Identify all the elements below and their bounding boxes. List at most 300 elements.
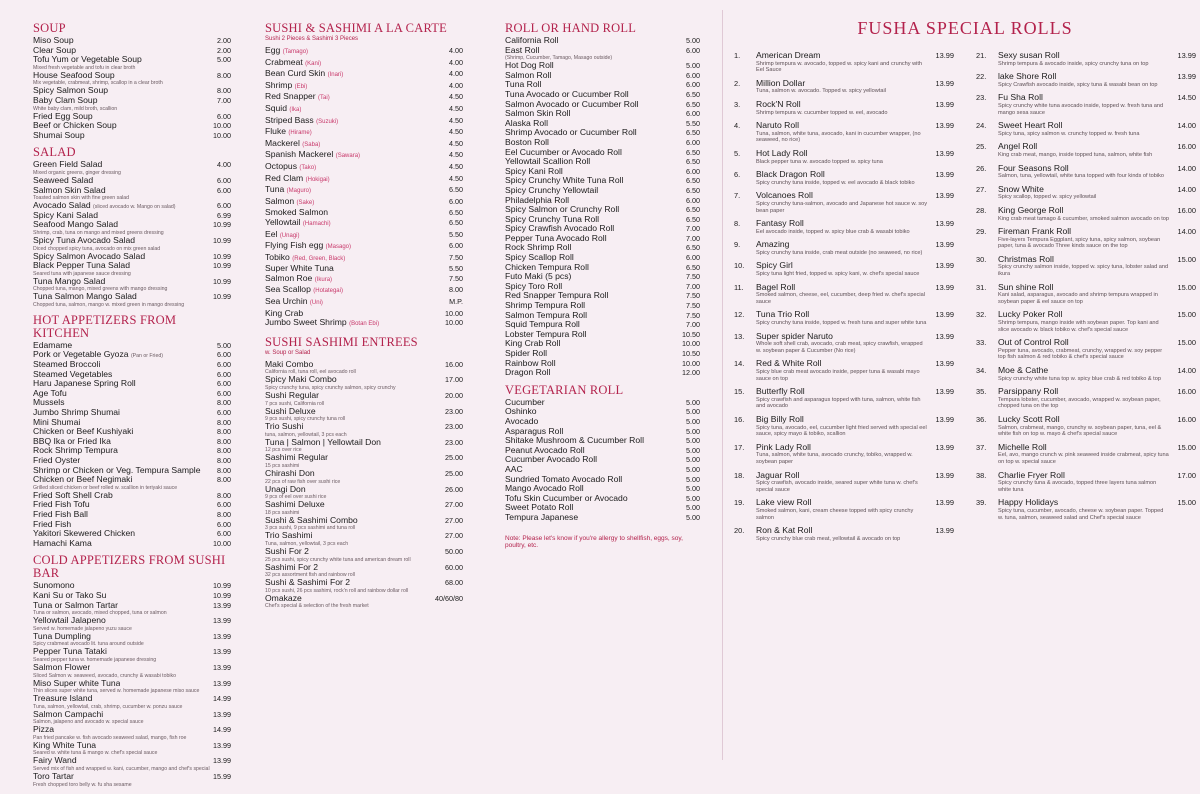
- item-japanese-name: (Tai): [318, 95, 330, 102]
- special-roll-number: 30.: [976, 254, 987, 264]
- menu-item: [33, 350, 231, 360]
- special-roll-price: 13.99: [935, 359, 954, 369]
- special-roll-number: 2.: [734, 78, 741, 88]
- item-price: 5.00: [686, 512, 700, 522]
- item-name: Avocado: [505, 416, 539, 426]
- special-roll-number: 15.: [734, 387, 745, 397]
- item-price: 6.50: [686, 205, 700, 215]
- section-title: ROLL OR HAND ROLL: [505, 21, 637, 35]
- item-name: Sashimi Regular: [265, 453, 329, 463]
- special-roll-name: Tuna Trio Roll: [756, 309, 810, 320]
- item-price: 6.00: [686, 109, 700, 119]
- special-roll-header: [734, 332, 954, 342]
- special-roll-price: 13.99: [935, 331, 954, 341]
- special-roll-description: Spicy crunchy tuna-salmon, avocado and Japanese hot sauce w. soy bean paper: [756, 200, 928, 214]
- item-name: Fried Oyster: [33, 456, 81, 465]
- special-roll-description: Salmon, crabmeat, mango, crunchy w. soybean paper, tuna, eel & white fish on top w. mayo & chef's special sauce: [998, 424, 1162, 438]
- item-name-wrap: [265, 360, 313, 370]
- item-price: 5.50: [449, 264, 463, 274]
- item-price: 6.00: [217, 500, 231, 510]
- menu-item: [33, 252, 231, 262]
- menu-item: [33, 710, 231, 720]
- special-roll-number: 33.: [976, 338, 987, 348]
- item-description: Chopped tuna, mango, mixed greens with mango dressing: [33, 286, 168, 293]
- item-name: Seafood Mango Salad: [33, 220, 119, 230]
- item-price: 6.00: [217, 360, 231, 370]
- item-price: 6.00: [217, 519, 231, 529]
- item-name: Black Pepper Tuna Salad: [33, 261, 130, 271]
- special-roll-number: 22.: [976, 72, 987, 82]
- special-roll-number: 27.: [976, 184, 987, 194]
- special-roll-number: 19.: [734, 498, 745, 508]
- item-japanese-name: (Uni): [309, 300, 323, 307]
- item-name: Shrimp Tempura Roll: [505, 301, 586, 311]
- item-price: 4.50: [449, 150, 463, 160]
- item-name-wrap: [33, 632, 91, 642]
- item-description: Tuna, salmon, yellowtail, 3 pcs each: [265, 540, 349, 547]
- special-roll-number: 8.: [734, 219, 741, 229]
- item-description: Pan fried pancake w. fish avocado seaweed salad, mango, fish roe: [33, 734, 187, 741]
- special-roll-number: 12.: [734, 310, 745, 320]
- item-description: Fresh chopped toro belly w. fu sha sesame: [33, 781, 132, 788]
- item-price: 10.99: [213, 235, 231, 245]
- menu-item: [33, 379, 231, 389]
- item-price: 4.00: [217, 160, 231, 170]
- menu-item: [505, 417, 700, 427]
- item-name: Sea Urchin: [265, 297, 308, 307]
- special-roll: [976, 310, 1196, 333]
- item-name: Sushi For 2: [265, 546, 309, 556]
- menu-item: [505, 446, 700, 456]
- menu-item: [33, 632, 231, 642]
- item-name-wrap: [33, 741, 96, 751]
- item-name-wrap: [33, 398, 65, 408]
- item-name: Steamed Vegetables: [33, 369, 113, 379]
- item-name-wrap: [505, 80, 541, 90]
- item-price: 8.00: [217, 475, 231, 485]
- item-description: Salmon, jalapeno and avocado w. special sauce: [33, 719, 144, 726]
- item-price: 6.50: [686, 243, 700, 253]
- menu-item: [505, 100, 700, 110]
- item-name-wrap: [265, 274, 332, 286]
- special-roll-price: 13.99: [935, 191, 954, 201]
- item-name-wrap: [33, 725, 54, 735]
- item-name: Futo Maki (5 pcs): [505, 272, 572, 282]
- item-name-wrap: [33, 446, 118, 456]
- menu-item: [265, 218, 463, 230]
- menu-item: [505, 282, 700, 292]
- item-name: Yellowtail Jalapeno: [33, 616, 106, 626]
- item-price: 7.00: [686, 320, 700, 330]
- special-roll-header: [734, 526, 954, 536]
- special-roll-header: [976, 185, 1196, 195]
- special-roll-header: [734, 310, 954, 320]
- item-name-wrap: [505, 205, 619, 215]
- special-roll-price: 13.99: [935, 442, 954, 452]
- item-name: Tuna Roll: [505, 80, 542, 90]
- special-roll-description: Spicy crunchy blue crab meat, yellowtail & avocado on top: [756, 535, 901, 542]
- special-roll-header: [976, 72, 1196, 82]
- item-name-wrap: [33, 663, 90, 673]
- item-name-wrap: [33, 520, 71, 530]
- special-roll-price: 13.99: [935, 240, 954, 250]
- item-name: Kani Su or Tako Su: [33, 590, 107, 600]
- item-name: Tofu Yum or Vegetable Soup: [33, 55, 142, 65]
- item-name: Alaska Roll: [505, 118, 548, 128]
- item-price: 6.00: [217, 185, 231, 195]
- item-name: Mackerel: [265, 138, 300, 148]
- item-name-wrap: [505, 330, 587, 340]
- item-price: 60.00: [445, 562, 463, 572]
- item-price: 5.00: [686, 61, 700, 71]
- item-name-wrap: [505, 465, 523, 475]
- item-name-wrap: [33, 581, 75, 591]
- special-roll-header: [976, 121, 1196, 131]
- item-price: 13.99: [213, 600, 231, 610]
- item-name-wrap: [265, 285, 343, 297]
- item-name: Sushi Regular: [265, 391, 319, 401]
- special-roll-description: Five-layers Tempura Eggplant, spicy tuna, spicy salmon, soybean paper, tuna & avocado Three kinds sauce on the top: [998, 236, 1161, 250]
- special-roll-price: 16.00: [1177, 414, 1196, 424]
- item-name-wrap: [33, 772, 74, 782]
- item-price: 6.00: [217, 379, 231, 389]
- menu-item: [505, 301, 700, 311]
- special-roll: [976, 471, 1196, 494]
- item-name-wrap: [265, 139, 320, 151]
- item-name: Red Clam: [265, 173, 304, 183]
- item-name: Dragon Roll: [505, 368, 551, 378]
- item-price: 5.00: [217, 340, 231, 350]
- item-name-wrap: [33, 341, 72, 351]
- menu-item: [33, 475, 231, 485]
- item-price: 8.00: [217, 427, 231, 437]
- item-japanese-name: (Hotategai): [313, 288, 343, 295]
- item-name-wrap: [505, 186, 598, 196]
- menu-item: [33, 112, 231, 122]
- menu-item: [33, 46, 231, 56]
- item-name-wrap: [33, 160, 102, 170]
- item-price: 4.00: [449, 80, 463, 90]
- item-name-wrap: [265, 46, 308, 58]
- item-name: Chicken Tempura Roll: [505, 262, 589, 272]
- item-price: 10.00: [213, 130, 231, 140]
- item-name-wrap: [33, 539, 92, 549]
- item-price: 4.50: [449, 173, 463, 183]
- item-name: Chicken or Beef Kushiyaki: [33, 427, 134, 437]
- special-roll-name: Fantasy Roll: [756, 218, 804, 229]
- item-price: 4.50: [449, 138, 463, 148]
- item-name-wrap: [33, 389, 67, 399]
- special-roll-number: 14.: [734, 359, 745, 369]
- item-name-wrap: [265, 563, 318, 573]
- item-description: Sliced Salmon w. seaweed, avocado, crunchy & wasabi tobiko: [33, 672, 177, 679]
- item-name-wrap: [265, 150, 360, 162]
- item-name-wrap: [505, 311, 587, 321]
- special-roll-name: Happy Holidays: [998, 497, 1059, 508]
- item-name-wrap: [505, 234, 607, 244]
- item-name: Tuna Salmon Mango Salad: [33, 292, 137, 302]
- menu-item: [33, 437, 231, 447]
- item-price: 16.00: [445, 359, 463, 369]
- special-roll-price: 15.00: [1177, 338, 1196, 348]
- item-name: Spider Roll: [505, 349, 548, 358]
- item-name: Salmon Roll: [505, 70, 552, 80]
- item-price: 6.00: [217, 388, 231, 398]
- item-price: 10.99: [213, 261, 231, 271]
- item-name-wrap: [265, 485, 306, 495]
- special-roll-description: Tempura lobster, cucumber, avocado, wrapped w. soybean paper, chopped tuna on the top: [998, 396, 1161, 410]
- item-name-wrap: [265, 594, 302, 604]
- item-price: 5.00: [686, 416, 700, 426]
- special-roll-header: [976, 164, 1196, 174]
- item-name-wrap: [265, 92, 330, 104]
- item-name-wrap: [505, 359, 556, 369]
- item-japanese-name: (Suzuki): [316, 118, 339, 125]
- item-note: (sliced avocado w. Mango on salad): [93, 204, 176, 211]
- section-gap: [265, 609, 463, 615]
- item-name: Sea Scallop: [265, 285, 311, 295]
- item-price: 27.00: [445, 500, 463, 510]
- item-price: 6.00: [217, 369, 231, 379]
- special-roll-price: 15.00: [1177, 442, 1196, 452]
- item-name: Sushi & Sashimi For 2: [265, 578, 351, 588]
- item-price: 13.99: [213, 662, 231, 672]
- item-price: 8.00: [217, 436, 231, 446]
- menu-item: [33, 679, 231, 689]
- special-roll-price: 16.00: [1177, 205, 1196, 215]
- item-name: Shitake Mushroom & Cucumber Roll: [505, 436, 644, 446]
- menu-item: [33, 427, 231, 437]
- item-price: 8.00: [217, 465, 231, 475]
- item-price: 8.00: [217, 398, 231, 408]
- menu-item: [505, 224, 700, 234]
- item-name: Treasure Island: [33, 694, 93, 704]
- item-price: 14.99: [213, 694, 231, 704]
- item-description: 25 pcs sushi, spicy crunchy white tuna and american dream roll: [265, 556, 411, 563]
- section-title: VEGETARIAN ROLL: [505, 382, 624, 397]
- item-price: 10.00: [682, 358, 700, 368]
- item-price: 5.00: [686, 426, 700, 436]
- special-roll-name: Volcanoes Roll: [756, 190, 813, 201]
- item-name: King White Tuna: [33, 740, 97, 750]
- menu-item: [505, 465, 700, 475]
- menu-item: [265, 309, 463, 319]
- item-price: 4.50: [449, 103, 463, 113]
- item-name-wrap: [33, 236, 135, 246]
- menu-item: [505, 234, 700, 244]
- special-roll-price: 14.00: [1177, 163, 1196, 173]
- item-description: Seared w. white tuna & mango w. chef's special sauce: [33, 750, 158, 757]
- special-roll-header: [976, 471, 1196, 481]
- item-name: Avocado Salad: [33, 201, 91, 211]
- special-roll: [734, 240, 954, 256]
- item-japanese-name: (Tako): [299, 164, 317, 171]
- menu-item: [505, 215, 700, 225]
- item-name-wrap: [33, 475, 132, 485]
- item-name-wrap: [33, 370, 112, 380]
- item-name: Philadelphia Roll: [505, 195, 570, 205]
- special-roll-price: 13.99: [935, 414, 954, 424]
- item-name-wrap: [505, 157, 590, 167]
- special-roll: [976, 93, 1196, 116]
- menu-item: [505, 263, 700, 273]
- special-roll: [734, 261, 954, 277]
- item-name-wrap: [33, 466, 201, 476]
- item-japanese-name: (Unagi): [279, 232, 300, 239]
- item-name: Tuna | Salmon | Yellowtail Don: [265, 437, 381, 447]
- item-name-wrap: [265, 185, 311, 197]
- item-price: 25.00: [445, 453, 463, 463]
- menu-item: [33, 539, 231, 549]
- item-name-wrap: [505, 339, 560, 349]
- special-roll: [976, 227, 1196, 250]
- special-roll-description: Spicy crunchy salmon inside, topped w. spicy tuna, lobster salad and ikura: [998, 264, 1169, 278]
- item-name: California Roll: [505, 36, 559, 45]
- menu-item: [33, 220, 231, 230]
- menu-item: [33, 160, 231, 170]
- menu-item: [505, 253, 700, 263]
- item-price: 6.50: [449, 208, 463, 218]
- item-name: Boston Roll: [505, 137, 549, 147]
- special-roll-description: Spicy crunchy tuna inside, topped w. eel avocado & black tobiko: [756, 179, 915, 186]
- special-roll-number: 6.: [734, 170, 741, 180]
- special-roll-price: 13.99: [935, 310, 954, 320]
- item-price: 10.50: [682, 349, 700, 358]
- item-name-wrap: [505, 503, 573, 513]
- item-description: Served w. homemade jalapeno yuzu sauce: [33, 625, 132, 632]
- item-name-wrap: [505, 417, 538, 427]
- special-roll-header: [734, 100, 954, 110]
- item-name-wrap: [265, 230, 300, 242]
- special-roll-header: [976, 415, 1196, 425]
- menu-item: [265, 139, 463, 151]
- item-japanese-name: (Tamago): [282, 49, 309, 55]
- item-name-wrap: [33, 591, 106, 601]
- item-description: Spicy crunchy tuna, spicy crunchy salmon, spicy crunchy: [265, 385, 396, 392]
- section-subtitle: w. Soup or Salad: [265, 349, 311, 356]
- item-description: tuna, salmon, yellowtail, 3 pcs each: [265, 431, 347, 438]
- item-description: Chopped tuna, salmon, mango w. mixed green in mango dressing: [33, 301, 185, 308]
- special-rolls-panel: [734, 16, 1196, 547]
- special-roll-name: Sweet Heart Roll: [998, 120, 1063, 131]
- item-name-wrap: [265, 197, 314, 209]
- special-roll-description: Spicy scallop, topped w. spicy yellowtail: [998, 194, 1097, 201]
- item-name-wrap: [505, 263, 589, 273]
- special-roll-number: 26.: [976, 163, 987, 173]
- section-title: HOT APPETIZERS FROM KITCHEN: [33, 312, 177, 340]
- item-price: 4.50: [449, 92, 463, 102]
- special-roll-number: 35.: [976, 387, 987, 397]
- menu-item: [33, 341, 231, 351]
- menu-item: [265, 264, 463, 274]
- special-rolls-right: [976, 51, 1196, 547]
- special-roll-name: Fu Sha Roll: [998, 92, 1043, 103]
- item-price: 8.00: [449, 285, 463, 295]
- item-name: Sunomono: [33, 581, 75, 591]
- menu-column-1: [33, 22, 231, 794]
- item-japanese-name: (Hirame): [288, 130, 312, 137]
- menu-item: [33, 370, 231, 380]
- item-name-wrap: [265, 264, 334, 274]
- menu-item: [505, 513, 700, 523]
- item-price: 6.00: [449, 196, 463, 206]
- special-roll-description: Spicy tuna, cucumber, avocado, cheese w. soybean paper. Topped w. tuna, salmon, seaweed salad and Chef's special sauce: [998, 507, 1164, 521]
- menu-item: [505, 359, 700, 369]
- special-roll-name: Red & White Roll: [756, 358, 822, 369]
- item-name: Unagi Don: [265, 484, 306, 494]
- item-name: Mussels: [33, 398, 65, 408]
- special-roll-description: Whole soft shell crab, avocado, crab meat, spicy crawfish, wrapped w. soybean paper & Cucumber (No rice): [756, 341, 923, 354]
- item-name: Spicy Crunchy White Tuna Roll: [505, 176, 624, 186]
- item-name-wrap: [265, 531, 312, 541]
- special-roll-name: Charlie Fryer Roll: [998, 469, 1065, 480]
- item-name-wrap: [33, 510, 88, 520]
- item-name-wrap: [505, 301, 585, 311]
- item-price: 25.00: [445, 469, 463, 478]
- special-roll-header: [734, 443, 954, 453]
- menu-item: [33, 466, 231, 476]
- item-price: 6.00: [217, 350, 231, 360]
- item-description: Chef's special & selection of the fresh market: [265, 603, 369, 610]
- special-roll-name: Sexy susan Roll: [998, 50, 1060, 60]
- menu-item: [265, 150, 463, 162]
- item-name-wrap: [33, 252, 145, 262]
- menu-item: [505, 119, 700, 129]
- menu-item: [33, 201, 231, 211]
- item-name-wrap: [33, 647, 107, 657]
- item-description: 18 pcs sashimi: [265, 509, 300, 516]
- item-price: 6.00: [217, 111, 231, 121]
- item-description: 15 pcs sashimi: [265, 463, 300, 469]
- menu-item: [33, 55, 231, 65]
- item-name: Shumai Soup: [33, 130, 85, 140]
- menu-item: [505, 484, 700, 494]
- menu-item: [505, 407, 700, 417]
- item-price: 5.00: [686, 445, 700, 455]
- menu-item: [33, 500, 231, 510]
- menu-item: [265, 162, 463, 174]
- menu-item: [33, 277, 231, 287]
- special-roll-name: Out of Control Roll: [998, 337, 1069, 348]
- menu-item: [265, 58, 463, 70]
- special-roll: [976, 51, 1196, 67]
- item-name: Fairy Wand: [33, 756, 77, 766]
- menu-item: [33, 418, 231, 428]
- special-roll-price: 14.00: [1177, 227, 1196, 237]
- item-price: 6.00: [686, 70, 700, 80]
- menu-item: [505, 243, 700, 253]
- item-name-wrap: [505, 513, 578, 523]
- item-price: 10.00: [213, 538, 231, 548]
- menu-item: [505, 36, 700, 46]
- special-roll-price: 13.99: [935, 261, 954, 271]
- item-description: Tuna or salmon, avocado, mixed chopped, tuna or salmon: [33, 610, 167, 617]
- item-name: Clear Soup: [33, 45, 76, 55]
- item-description: Mixed fresh vegetable and tofu in clear broth: [33, 64, 136, 71]
- item-name-wrap: [265, 104, 301, 116]
- item-price: 4.50: [449, 161, 463, 171]
- item-price: 6.00: [686, 137, 700, 147]
- special-roll-price: 14.00: [1177, 121, 1196, 131]
- special-roll-number: 17.: [734, 442, 745, 452]
- special-roll: [976, 387, 1196, 410]
- item-price: 23.00: [445, 406, 463, 416]
- special-roll: [734, 526, 954, 542]
- item-name-wrap: [265, 469, 315, 479]
- special-roll: [976, 338, 1196, 361]
- menu-item: [33, 398, 231, 408]
- item-name-wrap: [265, 174, 330, 186]
